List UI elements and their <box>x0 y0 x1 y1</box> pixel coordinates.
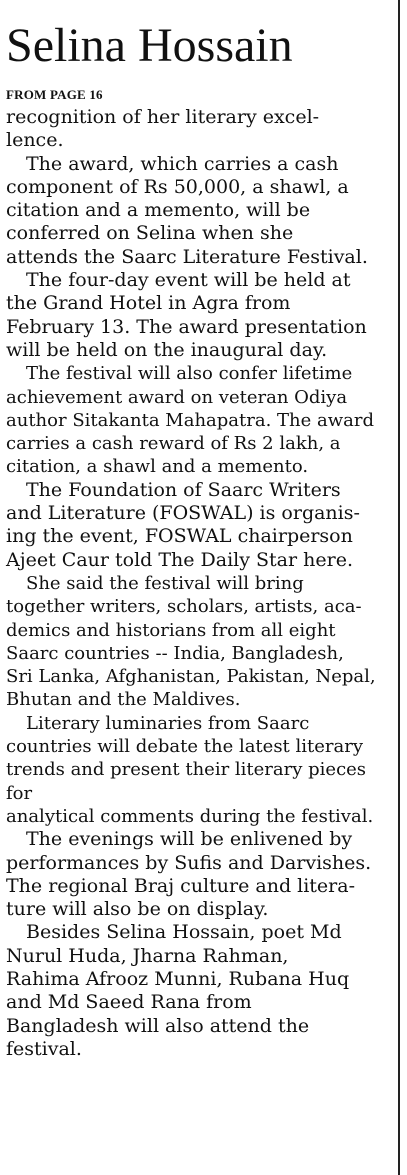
paragraph-1: recognition of her literary excel- lence. <box>6 106 320 152</box>
jump-line: FROM PAGE 16 <box>6 87 103 102</box>
paragraph-3: The four-day event will be held at the Grand Hotel in Agra from February 13. The award presentation will be held on the inaugural day. <box>6 269 367 361</box>
paragraph-7: Literary luminaries from Saarc countries will debate the latest literary trends and present their literary pieces for analytical comments during the festival. <box>6 712 374 827</box>
paragraph-6: She said the festival will bring together writers, scholars, artists, aca- demics and historians from all eight Saarc countries -- India, Bangladesh, Sri Lanka, Afghanistan, Pakistan, Nepal, Bhutan and the Maldives. <box>6 572 376 711</box>
article-body <box>6 106 392 1061</box>
cropped-previous-line <box>0 0 120 8</box>
paragraph-5: The Foundation of Saarc Writers and Literature (FOSWAL) is organis- ing the event, FOSWAL chairperson Ajeet Caur told The Daily Star here. <box>6 478 360 571</box>
headline: Selina Hossain <box>6 19 293 72</box>
paragraph-2: The award, which carries a cash component of Rs 50,000, a shawl, a citation and a memento, will be conferred on Selina when she attends the Saarc Literature Festival. <box>6 152 368 268</box>
paragraph-8: The evenings will be enlivened by performances by Sufis and Darvishes. The regional Braj culture and litera- ture will also be on display. <box>6 828 372 921</box>
paragraph-4: The festival will also confer lifetime achievement award on veteran Odiya author Sitakanta Mahapatra. The award carries a cash reward of Rs 2 lakh, a citation, a shawl and a memento. <box>6 363 375 478</box>
column-rule <box>398 0 400 1175</box>
paragraph-9: Besides Selina Hossain, poet Md Nurul Huda, Jharna Rahman, Rahima Afrooz Munni, Rubana Huq and Md Saeed Rana from Bangladesh will also attend the festival. <box>6 921 350 1060</box>
